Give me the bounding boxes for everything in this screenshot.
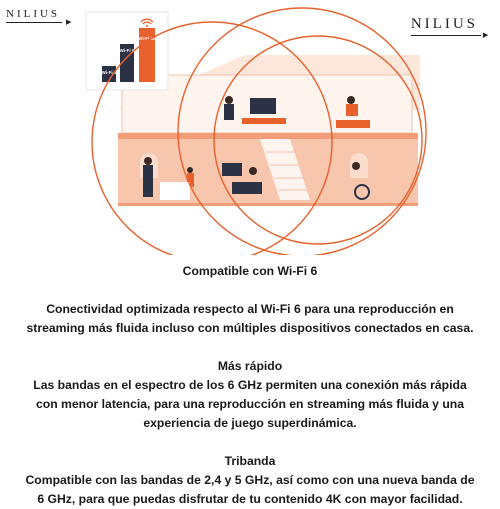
logo-text: NILIUS bbox=[410, 16, 478, 32]
logo-arrow-icon: ▶ bbox=[66, 18, 75, 26]
person-head bbox=[225, 96, 233, 104]
wifi-bar-label: Wi-Fi 6 bbox=[119, 48, 135, 53]
sofa bbox=[232, 182, 262, 194]
person-head bbox=[249, 167, 257, 175]
lower-floor-base bbox=[118, 203, 418, 206]
upper-floor-base bbox=[118, 133, 418, 139]
logo-text: NILIUS bbox=[6, 8, 61, 20]
intro-text-line: streaming más fluida incluso con múltiples dispositivos conectados en casa. bbox=[26, 321, 474, 335]
person-head bbox=[187, 167, 193, 173]
tv-stand-upper bbox=[242, 118, 286, 124]
person-head bbox=[144, 157, 152, 165]
logo-arrow-icon: ▶ bbox=[482, 31, 492, 39]
tv-lower bbox=[222, 163, 242, 176]
person-head bbox=[347, 96, 355, 104]
kitchen-counter bbox=[160, 182, 190, 200]
person-head bbox=[352, 162, 360, 170]
heading-wifi6: Compatible con Wi-Fi 6 bbox=[182, 264, 318, 278]
feature-description bbox=[0, 262, 500, 509]
intro-text-line: Conectividad optimizada respecto al Wi-Fi 6 para una reproducción en bbox=[46, 302, 454, 316]
faster-text-line: experiencia de juego superdinámica. bbox=[143, 416, 357, 430]
faster-text-line: Las bandas en el espectro de los 6 GHz permiten una conexión más rápida bbox=[33, 378, 467, 392]
wifi-comparison bbox=[86, 12, 168, 90]
desk bbox=[336, 120, 370, 128]
person-body bbox=[346, 104, 358, 116]
heading-triband: Tribanda bbox=[224, 454, 276, 468]
triband-text-line: 6 GHz, para que puedas disfrutar de tu contenido 4K con mayor facilidad. bbox=[37, 492, 463, 506]
wifi-bar-label: Wi-Fi 5 bbox=[101, 70, 117, 75]
person-body bbox=[143, 165, 153, 197]
tv-upper bbox=[250, 98, 276, 114]
faster-text-line: con menor latencia, para una reproducción en streaming más fluida y una bbox=[35, 397, 465, 411]
triband-text-line: Compatible con las bandas de 2,4 y 5 GHz, así como con una nueva banda de bbox=[25, 473, 475, 487]
wifi-bar-label: Wi-Fi 6E bbox=[138, 36, 156, 41]
person-body bbox=[224, 104, 234, 120]
wifi-icon-dot bbox=[146, 25, 148, 27]
heading-faster: Más rápido bbox=[217, 359, 283, 373]
